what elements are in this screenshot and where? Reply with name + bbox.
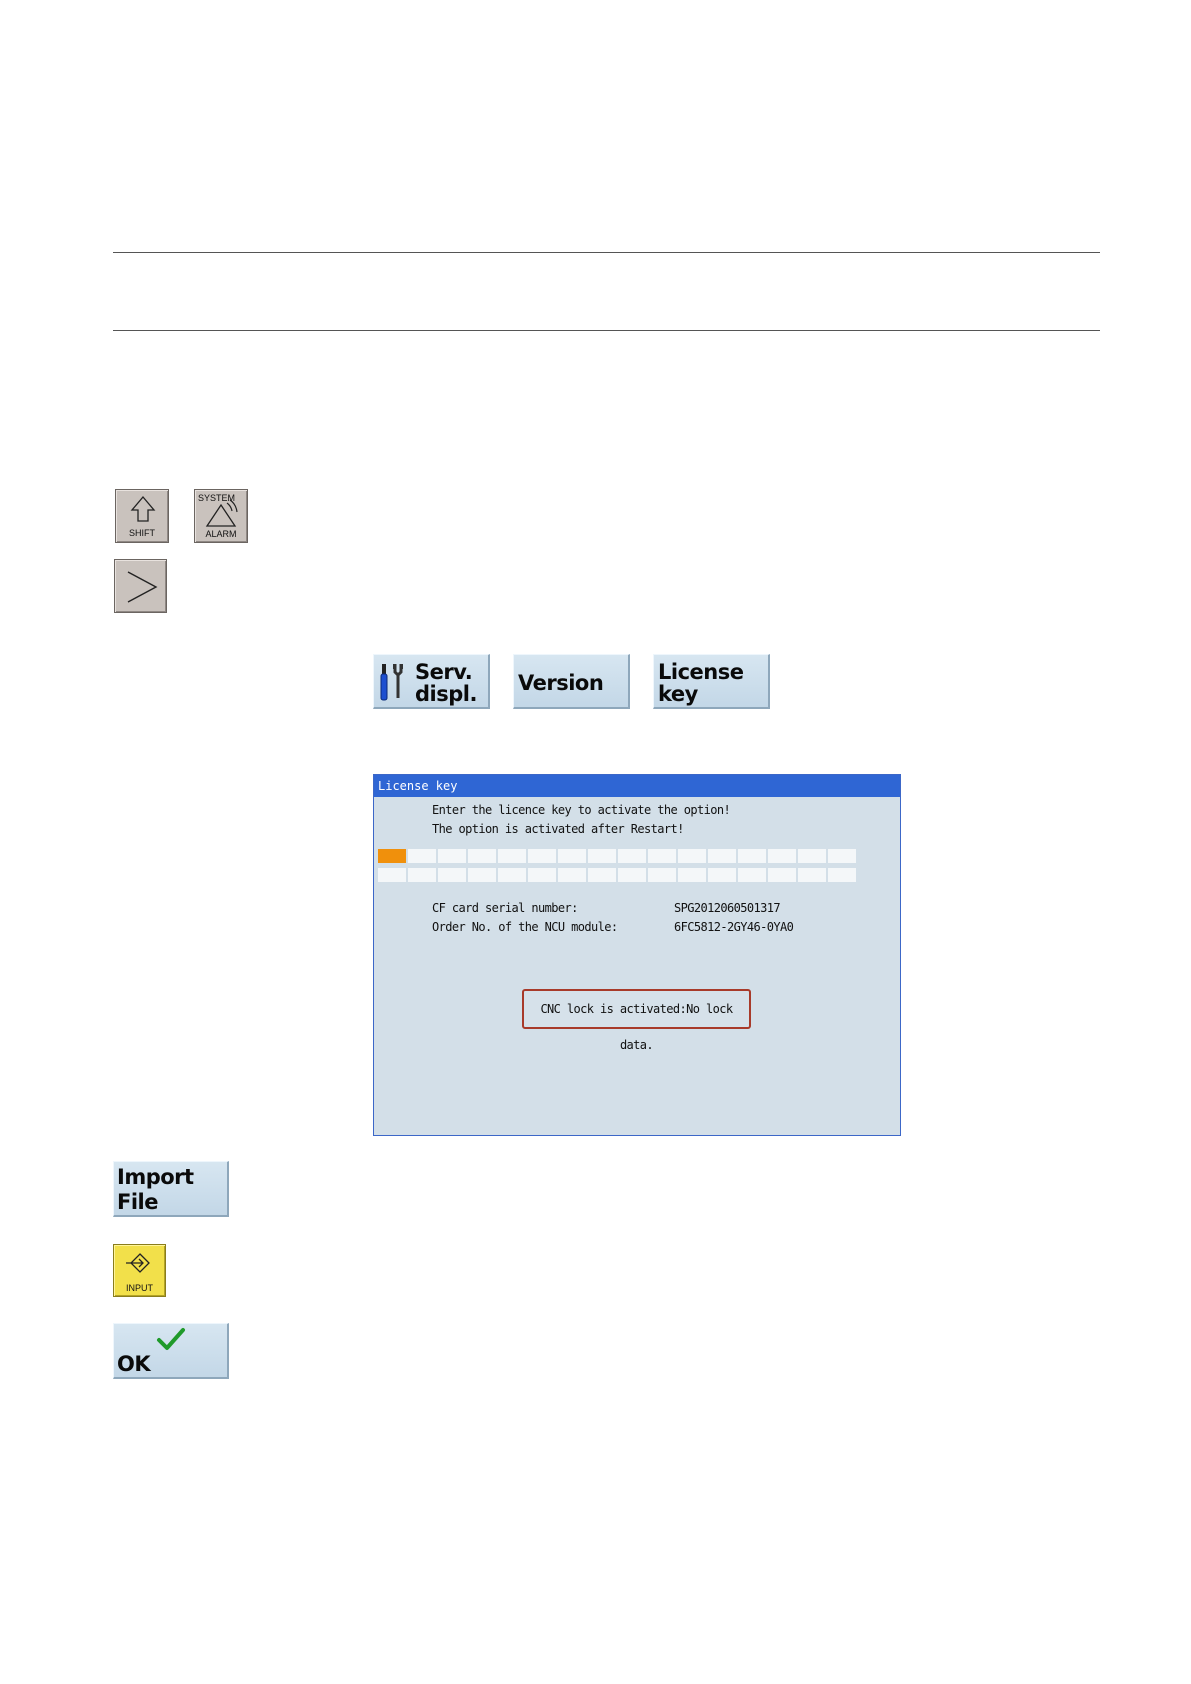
checkmark-icon bbox=[156, 1327, 186, 1353]
ok-label: OK bbox=[117, 1352, 151, 1376]
license-key-cell[interactable] bbox=[708, 849, 738, 863]
serv-displ-softkey[interactable] bbox=[373, 654, 490, 709]
license-key-cell[interactable] bbox=[828, 849, 858, 863]
shift-key[interactable] bbox=[115, 489, 169, 543]
ok-softkey[interactable] bbox=[113, 1323, 229, 1379]
license-key-line1: License bbox=[658, 660, 744, 684]
instruction-line-2: The option is activated after Restart! bbox=[432, 822, 684, 836]
license-key-row-1[interactable] bbox=[378, 849, 858, 863]
license-key-cell[interactable] bbox=[738, 849, 768, 863]
license-key-cell[interactable] bbox=[798, 868, 828, 882]
input-key-label: INPUT bbox=[126, 1283, 153, 1293]
license-key-cell[interactable] bbox=[678, 868, 708, 882]
license-key-cell[interactable] bbox=[648, 849, 678, 863]
order-no-label: Order No. of the NCU module: bbox=[432, 920, 618, 934]
license-key-cell[interactable] bbox=[798, 849, 828, 863]
license-key-cell[interactable] bbox=[408, 849, 438, 863]
license-key-line2: key bbox=[658, 682, 698, 706]
license-key-cell[interactable] bbox=[528, 868, 558, 882]
license-key-cell[interactable] bbox=[768, 868, 798, 882]
license-key-cell[interactable] bbox=[678, 849, 708, 863]
license-key-cell[interactable] bbox=[378, 868, 408, 882]
license-key-cell[interactable] bbox=[498, 868, 528, 882]
top-rule bbox=[113, 252, 1100, 253]
license-key-cell[interactable] bbox=[588, 849, 618, 863]
license-key-cell[interactable] bbox=[378, 849, 408, 863]
chevron-right-icon bbox=[115, 560, 168, 614]
bottom-rule bbox=[113, 330, 1100, 331]
version-label: Version bbox=[518, 671, 604, 695]
cf-card-value: SPG2012060501317 bbox=[674, 901, 780, 915]
import-file-line2: File bbox=[117, 1190, 158, 1214]
license-key-softkey[interactable] bbox=[653, 654, 770, 709]
license-key-cell[interactable] bbox=[528, 849, 558, 863]
license-key-cell[interactable] bbox=[648, 868, 678, 882]
license-key-cell[interactable] bbox=[408, 868, 438, 882]
system-key-label: SYSTEM bbox=[198, 493, 236, 503]
license-key-cell[interactable] bbox=[738, 868, 768, 882]
license-key-cell[interactable] bbox=[768, 849, 798, 863]
version-softkey[interactable] bbox=[513, 654, 630, 709]
license-key-cell[interactable] bbox=[438, 868, 468, 882]
system-alarm-key[interactable] bbox=[194, 489, 248, 543]
license-key-cell[interactable] bbox=[828, 868, 858, 882]
license-key-dialog bbox=[373, 774, 901, 1136]
license-key-cell[interactable] bbox=[588, 868, 618, 882]
instruction-line-1: Enter the licence key to activate the option! bbox=[432, 803, 731, 817]
cnc-lock-message: CNC lock is activated:No lock data. bbox=[522, 989, 751, 1029]
import-file-softkey[interactable] bbox=[113, 1161, 229, 1217]
license-key-cell[interactable] bbox=[498, 849, 528, 863]
shift-key-label: SHIFT bbox=[129, 528, 155, 538]
order-no-value: 6FC5812-2GY46-0YA0 bbox=[674, 920, 794, 934]
license-key-cell[interactable] bbox=[618, 868, 648, 882]
import-file-line1: Import bbox=[117, 1165, 194, 1189]
license-key-cell[interactable] bbox=[618, 849, 648, 863]
service-tools-icon bbox=[378, 660, 408, 704]
alarm-key-label: ALARM bbox=[205, 529, 237, 539]
input-key[interactable] bbox=[113, 1244, 166, 1297]
license-key-cell[interactable] bbox=[468, 849, 498, 863]
license-key-cell[interactable] bbox=[438, 849, 468, 863]
license-key-row-2[interactable] bbox=[378, 868, 858, 882]
menu-forward-key[interactable] bbox=[114, 559, 167, 613]
serv-displ-line1: Serv. bbox=[415, 660, 473, 684]
cf-card-label: CF card serial number: bbox=[432, 901, 578, 915]
dialog-title: License key bbox=[374, 775, 900, 797]
serv-displ-line2: displ. bbox=[415, 682, 477, 706]
license-key-cell[interactable] bbox=[708, 868, 738, 882]
license-key-cell[interactable] bbox=[468, 868, 498, 882]
license-key-cell[interactable] bbox=[558, 849, 588, 863]
license-key-cell[interactable] bbox=[558, 868, 588, 882]
